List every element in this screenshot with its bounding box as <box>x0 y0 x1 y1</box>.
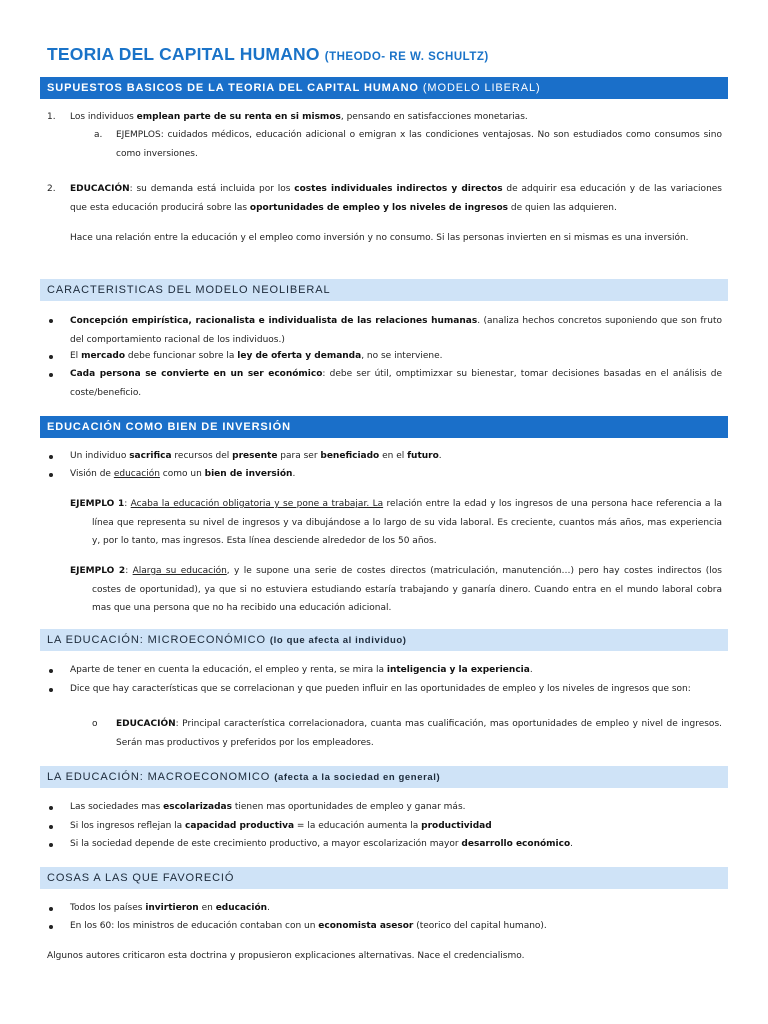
bullet-icon <box>49 688 53 692</box>
section-heading: LA EDUCACIÓN: MACROECONOMICO <box>47 771 271 783</box>
bullet-item: Un individuo sacrifica recursos del presente para ser beneficiado en el futuro. <box>70 451 442 461</box>
bullet-item: Todos los países invirtieron en educación. <box>70 903 270 913</box>
bullet-icon <box>49 373 53 377</box>
section-heading-sub: (lo que afecta al individuo) <box>269 635 407 646</box>
section-heading-sub: (MODELO LIBERAL) <box>422 82 541 94</box>
list-item: EDUCACIÓN: su demanda está incluida por los costes individuales indirectos y directos de adquirir esa educación y de las variaciones que esta educación producirá sobre las oportunidades de empleo y los niveles de ingresos de quien las adquieren. <box>70 184 722 213</box>
bullet-item: Aparte de tener en cuenta la educación, el empleo y renta, se mira la inteligencia y la experiencia. <box>70 665 533 675</box>
bullet-icon <box>49 669 53 673</box>
section-header-inversion <box>40 416 728 438</box>
page-title <box>47 44 489 65</box>
section-heading-sub: (afecta a la sociedad en general) <box>274 772 441 783</box>
bullet-item: Visión de educación como un bien de inversión. <box>70 469 296 479</box>
list-letter: a. <box>94 130 103 140</box>
sub-bullet-item: EDUCACIÓN: Principal característica correlacionadora, cuanta mas cualificación, mas oportunidades de empleo y nivel de ingresos. Serán mas productivos y preferidos por los empleadores. <box>116 719 722 748</box>
bullet-icon <box>49 319 53 323</box>
bullet-icon <box>49 907 53 911</box>
sub-list-item: EJEMPLOS: cuidados médicos, educación adicional o emigran x las condiciones ventajosas. No son estudiados como consumos sino como inversiones. <box>116 130 722 159</box>
bullet-icon <box>49 355 53 359</box>
section-heading: SUPUESTOS BASICOS DE LA TEORIA DEL CAPITAL HUMANO <box>47 82 419 94</box>
section-header-macro <box>40 766 728 788</box>
bullet-item: El mercado debe funcionar sobre la ley de oferta y demanda, no se interviene. <box>70 351 443 361</box>
bullet-item: Si la sociedad depende de este crecimiento productivo, a mayor escolarización mayor desarrollo económico. <box>70 839 574 849</box>
bullet-item: En los 60: los ministros de educación contaban con un economista asesor (teorico del capital humano). <box>70 921 547 931</box>
title-main: TEORIA DEL CAPITAL HUMANO <box>47 44 320 64</box>
list-item: Los individuos emplean parte de su renta en si mismos, pensando en satisfacciones monetarias. <box>70 112 528 122</box>
list-number: 2. <box>47 184 56 194</box>
bullet-icon <box>49 806 53 810</box>
bullet-item: Si los ingresos reflejan la capacidad productiva = la educación aumenta la productividad <box>70 821 492 831</box>
bullet-icon <box>49 925 53 929</box>
section-header-micro <box>40 629 728 651</box>
closing-paragraph: Algunos autores criticaron esta doctrina y propusieron explicaciones alternativas. Nace el credencialismo. <box>47 951 525 961</box>
paragraph: Hace una relación entre la educación y el empleo como inversión y no consumo. Si las personas invierten en si mismas es una inversión. <box>70 233 689 243</box>
bullet-icon <box>49 825 53 829</box>
section-heading: EDUCACIÓN COMO BIEN DE INVERSIÓN <box>47 421 291 433</box>
section-header-neoliberal <box>40 279 728 301</box>
bullet-item: Concepción empirística, racionalista e individualista de las relaciones humanas. (analiza hechos concretos suponiendo que son fruto del comportamiento racional de los individuos.) <box>70 316 722 345</box>
section-heading: COSAS A LAS QUE FAVORECIÓ <box>47 872 235 884</box>
bullet-icon <box>49 843 53 847</box>
example-paragraph: EJEMPLO 1: Acaba la educación obligatoria y se pone a trabajar. La relación entre la edad y los ingresos de una persona hace referencia a la línea que representa su nivel de ingresos y va dibujándose a lo largo de su vida laboral. Es creciente, cuantos más años, mas experiencia y, por lo tanto, mas ingresos. Esta línea desciende alrededor de los 50 años. <box>70 499 722 546</box>
bullet-item: Cada persona se convierte en un ser económico: debe ser útil, omptimizxar su bienestar, tomar decisiones basadas en el análisis de coste/beneficio. <box>70 369 723 398</box>
section-heading: LA EDUCACIÓN: MICROECONÓMICO <box>47 634 266 646</box>
bullet-icon <box>49 473 53 477</box>
section-header-favorecio <box>40 867 728 889</box>
list-number: 1. <box>47 112 56 122</box>
bullet-item: Las sociedades mas escolarizadas tienen mas oportunidades de empleo y ganar más. <box>70 802 466 812</box>
title-sub: (THEODO- RE W. SCHULTZ) <box>324 51 489 63</box>
bullet-icon <box>49 455 53 459</box>
example-paragraph: EJEMPLO 2: Alarga su educación, y le supone una serie de costes directos (matriculación, manutención…) pero hay costes indirectos (los costes de oportunidad), ya que si no estuviera estudiando estaría trabajando y ganaría dinero. Cuando entra en el mundo laboral cobra mas que una persona que no ha recibido una educación adicional. <box>70 566 722 613</box>
section-header-supuestos <box>40 77 728 99</box>
bullet-item: Dice que hay características que se correlacionan y que pueden influir en las oportunidades de empleo y los niveles de ingresos que son: <box>70 684 691 694</box>
sub-bullet-marker: o <box>92 719 98 729</box>
section-heading: CARACTERISTICAS DEL MODELO NEOLIBERAL <box>47 284 331 296</box>
